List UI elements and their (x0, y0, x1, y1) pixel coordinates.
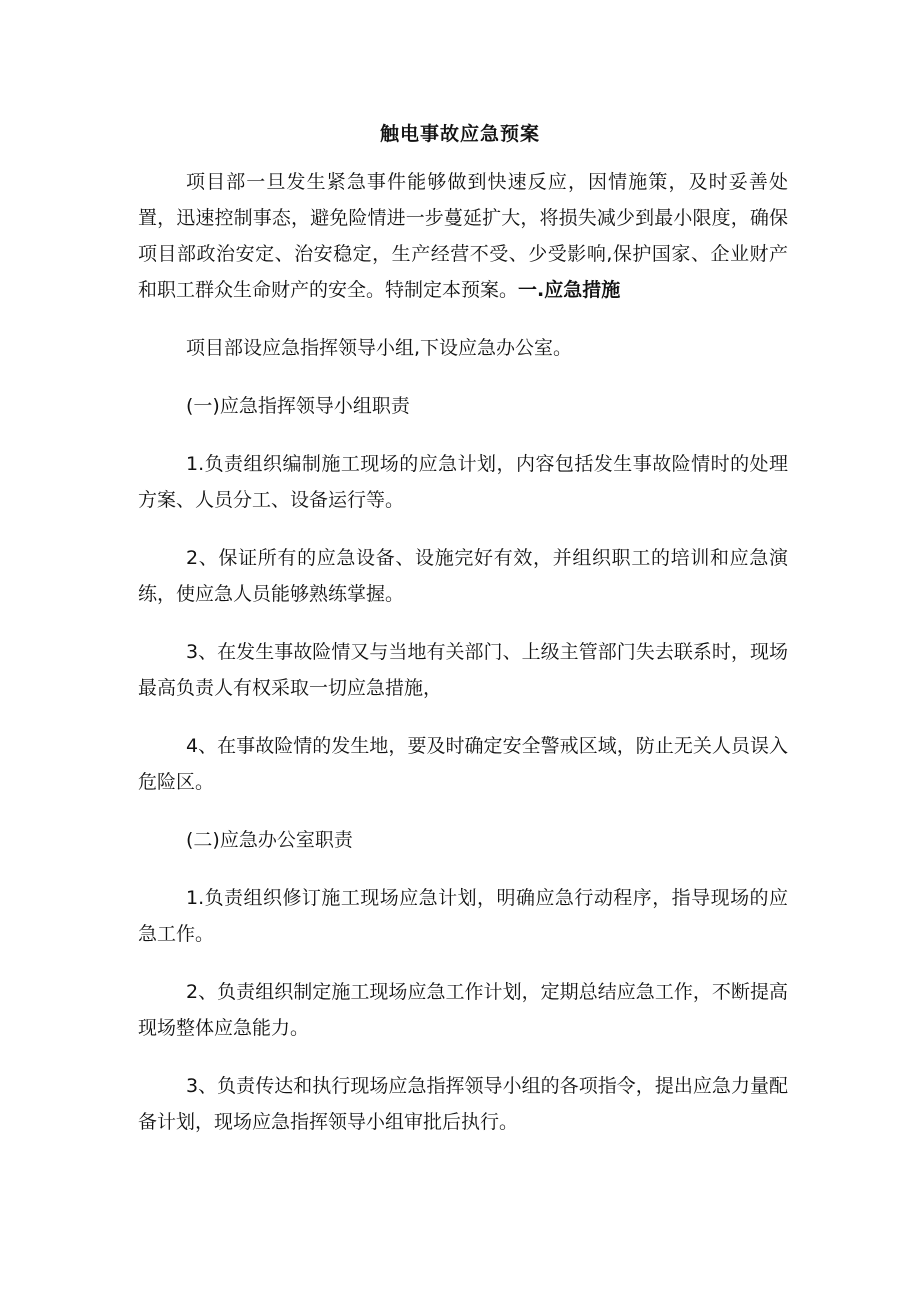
paragraph-5: 2、保证所有的应急设备、设施完好有效，并组织职工的培训和应急演练，使应急人员能够熟练掌握。 (138, 547, 788, 605)
paragraph-9: 1.负责组织修订施工现场应急计划，明确应急行动程序，指导现场的应急工作。 (138, 887, 788, 945)
paragraph-7: 4、在事故险情的发生地，要及时确定安全警戒区域，防止无关人员误入危险区。 (138, 735, 788, 793)
paragraph-10: 2、负责组织制定施工现场应急工作计划，定期总结应急工作，不断提高现场整体应急能力。 (138, 981, 788, 1039)
document-body (138, 164, 788, 1140)
subheading-leadership-duties: (一)应急指挥领导小组职责 (186, 395, 410, 417)
intro-text: 项目部一旦发生紧急事件能够做到快速反应，因情施策，及时妥善处置，迅速控制事态，避免险情进一步蔓延扩大，将损失减少到最小限度，确保项目部政治安定、治安稳定，生产经营不受、少受影响,保护国家、企业财产和职工群众生命财产的安全。特制定本预案。 (138, 171, 788, 301)
document-title: 触电事故应急预案 (379, 123, 540, 145)
paragraph-11: 3、负责传达和执行现场应急指挥领导小组的各项指令，提出应急力量配备计划，现场应急指挥领导小组审批后执行。 (138, 1075, 788, 1133)
paragraph-4: 1.负责组织编制施工现场的应急计划，内容包括发生事故险情时的处理方案、人员分工、设备运行等。 (138, 453, 788, 511)
intro-paragraph (138, 164, 788, 308)
paragraph-2: 项目部设应急指挥领导小组,下设应急办公室。 (186, 337, 573, 359)
paragraph-6: 3、在发生事故险情又与当地有关部门、上级主管部门失去联系时，现场最高负责人有权采取一切应急措施， (138, 641, 788, 699)
section-heading-emergency-measures: 一.应急措施 (518, 279, 621, 301)
subheading-office-duties: (二)应急办公室职责 (186, 829, 353, 851)
